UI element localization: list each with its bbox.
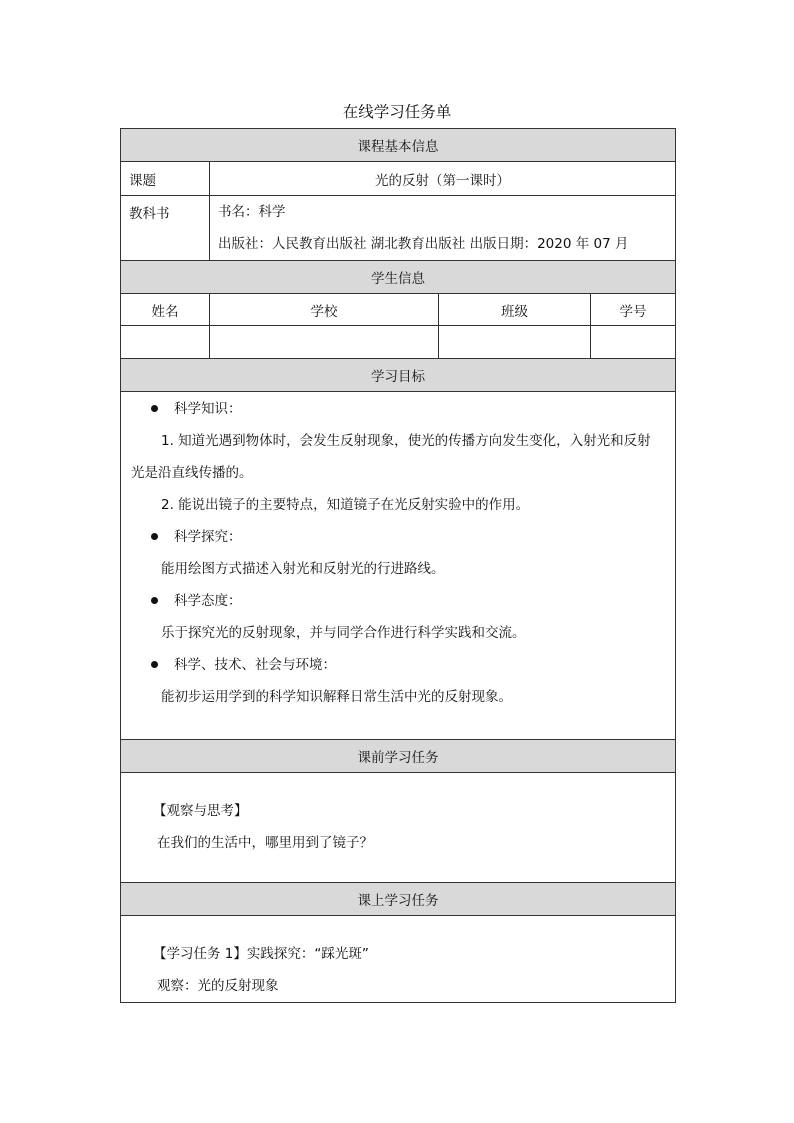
- student-blank-row: [121, 326, 676, 359]
- section-header-basic: 课程基本信息: [121, 129, 676, 162]
- task-sheet-table: [120, 128, 676, 1003]
- publisher-info: 出版社：人民教育出版社 湖北教育出版社 出版日期：2020 年 07 月: [218, 236, 629, 252]
- goals-content-row: [121, 392, 676, 740]
- student-id-cell[interactable]: [591, 326, 676, 359]
- book-name: 书名：科学: [218, 204, 286, 220]
- col-header-class: 班级: [439, 294, 591, 326]
- student-info-header-row: [121, 261, 676, 294]
- class-task-1: 【学习任务 1】实践探究：“踩光斑”: [153, 946, 369, 962]
- bullet-icon: [151, 597, 158, 604]
- school-cell[interactable]: [210, 326, 439, 359]
- class-task-header-row: [121, 883, 676, 916]
- textbook-row: [121, 196, 676, 261]
- bullet-icon: [151, 405, 158, 412]
- topic-row: [121, 162, 676, 196]
- attitude-heading: 科学态度：: [129, 585, 667, 617]
- pre-task-content: [121, 773, 676, 883]
- inquiry-text: 能用绘图方式描述入射光和反射光的行进路线。: [161, 561, 445, 577]
- knowledge-heading: 科学知识：: [129, 393, 667, 425]
- inquiry-heading: 科学探究：: [129, 521, 667, 553]
- col-header-name: 姓名: [121, 294, 210, 326]
- section-header-goals: 学习目标: [121, 359, 676, 392]
- stse-text: 能初步运用学到的科学知识解释日常生活中光的反射现象。: [161, 689, 512, 705]
- knowledge-item-2: 2. 能说出镜子的主要特点，知道镜子在光反射实验中的作用。: [161, 497, 530, 513]
- class-cell[interactable]: [439, 326, 591, 359]
- student-columns-row: [121, 294, 676, 326]
- knowledge-item-1-cont: 光是沿直线传播的。: [131, 465, 253, 481]
- pre-task-title: 【观察与思考】: [153, 803, 248, 819]
- bullet-icon: [151, 533, 158, 540]
- class-task-observe: 观察：光的反射现象: [157, 978, 279, 994]
- class-task-content: [121, 916, 676, 1003]
- name-cell[interactable]: [121, 326, 210, 359]
- pre-task-header-row: [121, 740, 676, 773]
- bullet-icon: [151, 661, 158, 668]
- textbook-label: 教科书: [121, 196, 210, 261]
- pre-task-question: 在我们的生活中，哪里用到了镜子？: [157, 835, 373, 851]
- topic-value: 光的反射（第一课时）: [210, 162, 676, 196]
- basic-info-header-row: [121, 129, 676, 162]
- document-title: 在线学习任务单: [342, 103, 452, 121]
- col-header-school: 学校: [210, 294, 439, 326]
- col-header-student-id: 学号: [591, 294, 676, 326]
- pre-task-content-row: [121, 773, 676, 883]
- class-task-content-row: [121, 916, 676, 1003]
- attitude-text: 乐于探究光的反射现象，并与同学合作进行科学实践和交流。: [161, 625, 526, 641]
- topic-label: 课题: [121, 162, 210, 196]
- section-header-class-task: 课上学习任务: [121, 883, 676, 916]
- stse-heading: 科学、技术、社会与环境：: [129, 649, 667, 681]
- section-header-student: 学生信息: [121, 261, 676, 294]
- goals-content: [121, 392, 676, 740]
- textbook-info: [210, 196, 676, 261]
- knowledge-item-1: 1. 知道光遇到物体时，会发生反射现象，使光的传播方向发生变化，入射光和反射: [161, 433, 651, 449]
- section-header-pre-task: 课前学习任务: [121, 740, 676, 773]
- goals-header-row: [121, 359, 676, 392]
